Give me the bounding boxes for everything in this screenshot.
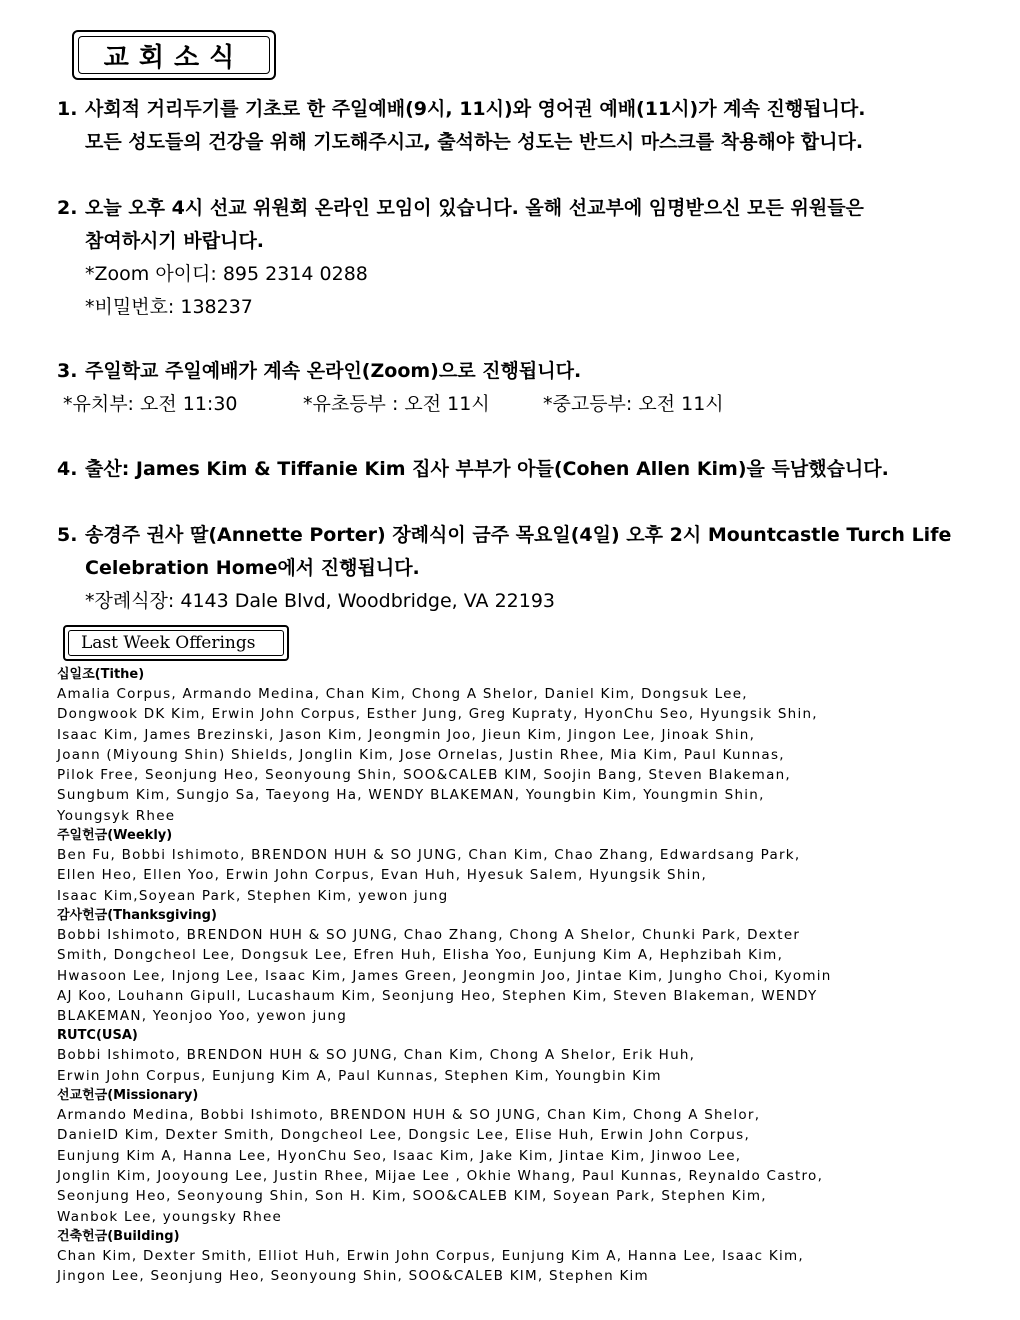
announcement-line: 오늘 오후 4시 선교 위원회 온라인 모임이 있습니다. 올해 선교부에 임명받으신 모든 위원들은	[85, 197, 864, 219]
offering-names-line: Chan Kim, Dexter Smith, Elliot Huh, Erwin John Corpus, Eunjung Kim A, Hanna Lee, Isaac Kim,	[57, 1247, 804, 1264]
offering-names	[57, 1105, 887, 1227]
offering-names-line: Joann (Miyoung Shin) Shields, Jonglin Kim, Jose Ornelas, Justin Rhee, Mia Kim, Paul Kunnas,	[57, 746, 785, 763]
announcement-line: 주일학교 주일예배가 계속 온라인(Zoom)으로 진행됩니다.	[85, 360, 582, 382]
offering-names-line: DanielD Kim, Dexter Smith, Dongcheol Lee, Dongsic Lee, Elise Huh, Erwin John Corpus,	[57, 1127, 751, 1144]
offering-names-line: Youngsyk Rhee	[57, 807, 176, 824]
offering-names-line: Jingon Lee, Seonjung Heo, Seonyoung Shin, SOO&CALEB KIM, Stephen Kim	[57, 1268, 649, 1285]
offering-names-line: AJ Koo, Louhann Gipull, Lucashaum Kim, Seonjung Heo, Stephen Kim, Steven Blakeman, WENDY	[57, 987, 818, 1004]
offering-names-line: Isaac Kim, James Brezinski, Jason Kim, Jeongmin Joo, Jieun Kim, Jingon Lee, Jinoak Shin,	[57, 726, 756, 743]
offering-names-line: Bobbi Ishimoto, BRENDON HUH & SO JUNG, Chao Zhang, Chong A Shelor, Chunki Park, Dexter	[57, 926, 801, 943]
offering-names-line: Smith, Dongcheol Lee, Dongsuk Lee, Efren Huh, Elisha Yoo, Eunjung Kim A, Hephzibah Kim,	[57, 947, 784, 964]
offering-category-title: 감사헌금(Thanksgiving)	[57, 907, 217, 923]
offerings-title-box	[63, 625, 289, 661]
offering-names-line: Sungbum Kim, Sungjo Sa, Taeyong Ha, WENDY BLAKEMAN, Youngbin Kim, Youngmin Shin,	[57, 787, 765, 804]
title-box	[72, 30, 276, 80]
announcement-number: 4.	[57, 458, 78, 480]
announcement-line: Celebration Home에서 진행됩니다.	[85, 557, 420, 579]
offering-names-line: Hwasoon Lee, Injong Lee, Isaac Kim, James Green, Jeongmin Joo, Jintae Kim, Jungho Choi, Kyomin	[57, 967, 832, 984]
offering-names-line: Ben Fu, Bobbi Ishimoto, BRENDON HUH & SO JUNG, Chan Kim, Chao Zhang, Edwardsang Park,	[57, 847, 801, 864]
announcement-number: 5.	[57, 524, 78, 546]
offering-names-line: Jonglin Kim, Jooyoung Lee, Justin Rhee, Mijae Lee , Okhie Whang, Paul Kunnas, Reynaldo Castro,	[57, 1167, 824, 1184]
offering-category-title: RUTC(USA)	[57, 1028, 138, 1044]
announcement-number: 1.	[57, 98, 78, 120]
offering-names-line: Pilok Free, Seonjung Heo, Seonyoung Shin, SOO&CALEB KIM, Soojin Bang, Steven Blakeman,	[57, 767, 791, 784]
offering-names-line: Armando Medina, Bobbi Ishimoto, BRENDON HUH & SO JUNG, Chan Kim, Chong A Shelor,	[57, 1107, 761, 1124]
offering-category-title: 건축헌금(Building)	[57, 1228, 180, 1244]
offering-names-line: Seonjung Heo, Seonyoung Shin, Son H. Kim, SOO&CALEB KIM, Soyean Park, Stephen Kim,	[57, 1188, 767, 1205]
announcement-3	[57, 355, 724, 421]
offering-category-title: 선교헌금(Missionary)	[57, 1088, 199, 1104]
announcement-line: 사회적 거리두기를 기초로 한 주일예배(9시, 11시)와 영어권 예배(11시)가 계속 진행됩니다.	[85, 98, 866, 120]
offering-names	[57, 684, 887, 826]
announcement-line: 송경주 권사 딸(Annette Porter) 장례식이 금주 목요일(4일) 오후 2시 Mountcastle Turch Life	[85, 524, 952, 546]
offering-names-line: Amalia Corpus, Armando Medina, Chan Kim, Chong A Shelor, Daniel Kim, Dongsuk Lee,	[57, 686, 748, 702]
page-title: 교회소식	[78, 36, 270, 74]
offerings-title: Last Week Offerings	[68, 630, 284, 656]
offering-names-line: BLAKEMAN, Yeonjoo Yoo, yewon jung	[57, 1008, 348, 1025]
offering-names-line: Isaac Kim,Soyean Park, Stephen Kim, yewon jung	[57, 887, 449, 904]
offering-names-line: Ellen Heo, Ellen Yoo, Erwin John Corpus, Evan Huh, Hyesuk Salem, Hyungsik Shin,	[57, 867, 708, 884]
offering-names-line: Wanbok Lee, youngsky Rhee	[57, 1208, 283, 1225]
offering-category-title: 십일조(Tithe)	[57, 667, 145, 682]
announcement-line: 모든 성도들의 건강을 위해 기도해주시고, 출석하는 성도는 반드시 마스크를 착용해야 합니다.	[85, 131, 864, 153]
offering-names-line: Erwin John Corpus, Eunjung Kim A, Paul Kunnas, Stephen Kim, Youngbin Kim	[57, 1067, 662, 1084]
announcement-line: 참여하시기 바랍니다.	[85, 230, 265, 252]
offering-names	[57, 1246, 887, 1287]
announcement-1	[57, 93, 866, 159]
offerings-list	[57, 665, 887, 1286]
announcement-number: 2.	[57, 197, 78, 219]
offering-names-line: Eunjung Kim A, Hanna Lee, HyonChu Seo, Isaac Kim, Jake Kim, Jintae Kim, Jinwoo Lee,	[57, 1147, 742, 1164]
offering-names-line: Dongwook DK Kim, Erwin John Corpus, Esther Jung, Greg Kupraty, HyonChu Seo, Hyungsik Shin,	[57, 706, 818, 723]
schedule-kindergarten: *유치부: 오전 11:30	[63, 393, 238, 415]
offering-names	[57, 845, 887, 906]
offering-names	[57, 925, 887, 1026]
offering-category-title: 주일헌금(Weekly)	[57, 828, 173, 844]
offering-names-line: Bobbi Ishimoto, BRENDON HUH & SO JUNG, Chan Kim, Chong A Shelor, Erik Huh,	[57, 1047, 696, 1064]
announcement-number: 3.	[57, 360, 78, 382]
schedule-elementary: *유초등부 : 오전 11시	[303, 393, 490, 415]
announcement-2	[57, 192, 864, 324]
announcement-line: 출산: James Kim & Tiffanie Kim 집사 부부가 아들(Cohen Allen Kim)을 득남했습니다.	[85, 458, 889, 480]
funeral-address: *장례식장: 4143 Dale Blvd, Woodbridge, VA 22193	[85, 590, 556, 612]
announcement-5	[57, 519, 951, 618]
zoom-id: *Zoom 아이디: 895 2314 0288	[85, 263, 368, 285]
password: *비밀번호: 138237	[85, 296, 253, 318]
announcement-4	[57, 453, 889, 486]
offering-names	[57, 1045, 887, 1086]
schedule-youth: *중고등부: 오전 11시	[543, 393, 724, 415]
